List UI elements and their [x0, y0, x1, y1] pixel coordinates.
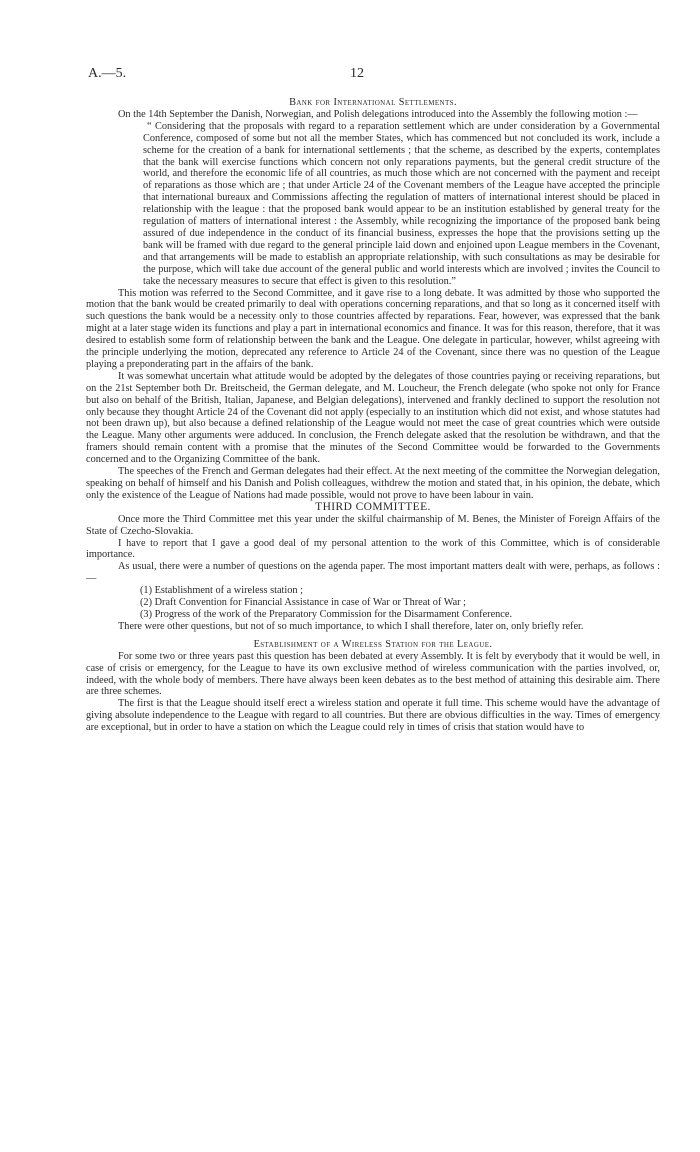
- paragraph: As usual, there were a number of questions on the agenda paper. The most important matters dealt with were, perhaps, as follows :—: [86, 561, 660, 585]
- paragraph: This motion was referred to the Second Committee, and it gave rise to a long debate. It was admitted by those who supported the motion that the bank would be created primarily to deal with operations concerning reparations, and that so long as it concerned itself with such questions the bank would be a necessity only to those countries affected by reparations. Fear, however, was expressed that the bank might at a later stage widen its functions and play a part in international economics and finance. It was for this reason, therefore, that it was desired to establish some form of relationship between the bank and the League. One delegate in particular, however, whilst agreeing with the principle underlying the motion, deprecated any reference to Article 24 of the Covenant, since there was no question of the League playing a preponderating part in the affairs of the bank.: [86, 287, 660, 370]
- section-heading-third-committee: THIRD COMMITTEE.: [315, 500, 431, 513]
- document-code: A.—5.: [88, 66, 127, 81]
- paragraph: I have to report that I gave a good deal of my personal attention to the work of this Committee, which is of considerable importance.: [86, 537, 660, 561]
- section-heading-wireless: Establishment of a Wireless Station for the League.: [253, 638, 493, 650]
- paragraph: There were other questions, but not of so much importance, to which I shall therefore, later on, only briefly refer.: [118, 620, 584, 632]
- list-item: (1) Establishment of a wireless station ;: [140, 585, 304, 597]
- page-header: [88, 66, 660, 86]
- quoted-motion: “ Considering that the proposals with regard to a reparation settlement which are under consideration by a Governmental Conference, composed of some but not all the member States, which has commenced but not concluded its work, include a scheme for the creation of a bank for international settlements ; that the scheme, as described by the experts, contemplates that the bank will exercise functions which concern not only reparations payments, but the general credit structure of the world, and therefore the economic life of all countries, as much those which are not concerned with the payment and receipt of reparations as those which are ; that under Article 24 of the Covenant members of the League have accepted the principle that international bureaux and Commissions affecting the regulation of matters of international interest should be placed in relationship with the league : that the proposed bank would appear to be an institution established by general treaty for the regulation of matters of international interest : the Assembly, while recognizing the importance of the proposed bank being assured of due independence in the conduct of its financial business, expresses the hope that the provisions setting up the bank will be framed with due regard to the general principle laid down and enjoined upon League members in the Covenant, and that arrangements will be made to establish an appropriate relationship, with such consultations as may be desirable for the purpose, which will take due account of the general public and world interests which are involved ; invites the Council to take the necessary measures to secure that effect is given to this resolution.”: [143, 120, 660, 287]
- page-body: [86, 97, 660, 734]
- section-heading-bank: Bank for International Settlements.: [289, 97, 457, 108]
- paragraph: On the 14th September the Danish, Norwegian, and Polish delegations introduced into the Assembly the following motion :—: [118, 108, 638, 120]
- paragraph: The speeches of the French and German delegates had their effect. At the next meeting of the committee the Norwegian delegation, speaking on behalf of himself and his Danish and Polish colleagues, withdrew the motion and stated that, in his opinion, the debate, which only the existence of the League of Nations had made possible, would not prove to have been labour in vain.: [86, 466, 660, 501]
- list-item: (3) Progress of the work of the Preparatory Commission for the Disarmament Conference.: [140, 608, 513, 620]
- page-number: 12: [350, 66, 364, 81]
- paragraph: It was somewhat uncertain what attitude would be adopted by the delegates of those countries paying or receiving reparations, but on the 21st September both Dr. Breitscheid, the German delegate, and M. Loucheur, the French delegate (who spoke not only for France but also on behalf of the British, Italian, Japanese, and Belgian delegations), intervened and frankly declined to support the resolution not only because they thought Article 24 of the Covenant did not apply (especially to an institution which did not exist, and whose statutes had not been drawn up), but also because a defined relationship of the League would not meet the case of great countries which were outside the League. Many other arguments were adduced. In conclusion, the French delegate asked that the resolution be withdrawn, and that the framers should remain content with a promise that the minutes of the Second Committee would be forwarded to the Governments concerned and to the Organizing Committee of the bank.: [86, 370, 660, 466]
- paragraph: The first is that the League should itself erect a wireless station and operate it full time. This scheme would have the advantage of giving absolute independence to the League with regard to all countries. But there are obvious difficulties in the way. Times of emergency are exceptional, but in order to have a station on which the League could rely in times of crisis that station would have to: [86, 698, 660, 734]
- paragraph: For some two or three years past this question has been debated at every Assembly. It is felt by everybody that it would be well, in case of crisis or emergency, for the League to have its own exclusive method of wireless communication with the parties involved, or, indeed, with the whole body of members. There have always been keen debates as to the best method of attaining this desirable aim. There are three schemes.: [86, 650, 660, 698]
- list-item: (2) Draft Convention for Financial Assistance in case of War or Threat of War ;: [140, 597, 467, 609]
- numbered-list: [140, 585, 660, 621]
- paragraph: Once more the Third Committee met this year under the skilful chairmanship of M. Benes, the Minister of Foreign Affairs of the State of Czecho-Slovakia.: [86, 513, 660, 537]
